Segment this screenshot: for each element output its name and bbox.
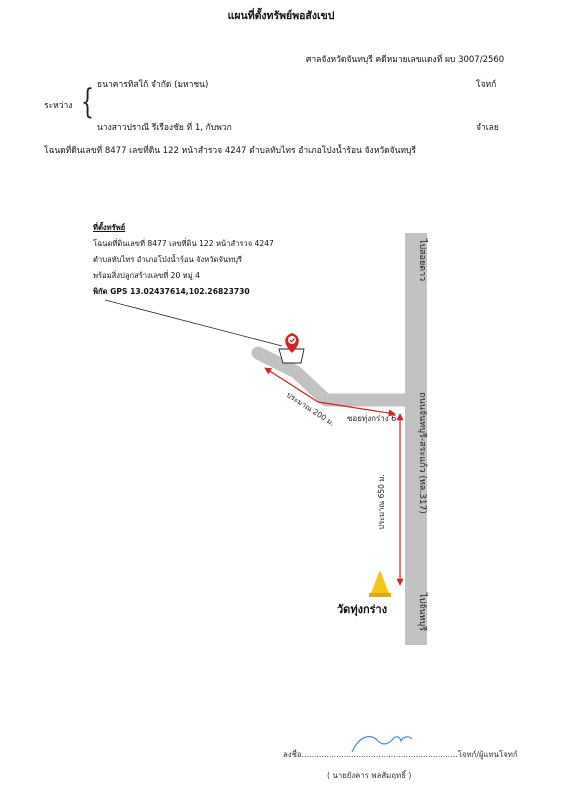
plaintiff-name: ธนาคารทิสโก้ จำกัด (มหาชน) [97, 80, 209, 90]
property-info-heading: ที่ตั้งทรัพย์ [93, 223, 126, 232]
property-info-line1: โฉนดที่ดินเลขที่ 8477 เลขที่ดิน 122 หน้าสำรวจ 4247 [93, 239, 274, 248]
distance-label-side: ประมาณ 200 ม. [284, 390, 337, 428]
property-info-line3: พร้อมสิ่งปลูกสร้างเลขที่ 20 หมู่ 4 [93, 271, 200, 280]
page-title: แผนที่ตั้งทรัพย์พอสังเขป [227, 10, 335, 22]
property-gps: พิกัด GPS 13.02437614,102.26823730 [93, 287, 250, 296]
soi-label: ซอยทุ่งกร่าง 6 [347, 414, 397, 423]
signature-line: ลงชื่อ...............................................................โจทก์/ผู้แทนโจทก์ [283, 750, 518, 759]
distance-label-main: ประมาณ 650 ม. [377, 474, 386, 530]
defendant-role: จำเลย [476, 123, 499, 133]
between-label: ระหว่าง [44, 101, 73, 111]
plaintiff-role: โจทก์ [476, 80, 497, 90]
road-label-bottom: ไปจันทบุรี [417, 592, 427, 632]
temple-label: วัดทุ่งกร่าง [337, 603, 388, 616]
signatory-name: ( นายยังคาร พลสัมฤทธิ์ ) [327, 771, 412, 780]
road-label-top: ไปสอยดาว [417, 238, 427, 282]
party-brace: { [81, 82, 94, 122]
defendant-name: นางสาวปราณี รีเรืองชัย ที่ 1, กับพวก [97, 123, 232, 133]
road-label-main: ถนนจันทบุรี-สระแก้ว (ทล.317) [417, 392, 427, 514]
court-case-number: ศาลจังหวัดจันทบุรี คดีหมายเลขแดงที่ ผบ 3007/2560 [306, 55, 505, 65]
deed-description: โฉนดที่ดินเลขที่ 8477 เลขที่ดิน 122 หน้าสำรวจ 4247 ตำบลทับไทร อำเภอโป่งน้ำร้อน จังหวัดจันทบุรี [44, 146, 416, 156]
property-info-line2: ตำบลทับไทร อำเภอโป่งน้ำร้อน จังหวัดจันทบุรี [93, 255, 243, 264]
